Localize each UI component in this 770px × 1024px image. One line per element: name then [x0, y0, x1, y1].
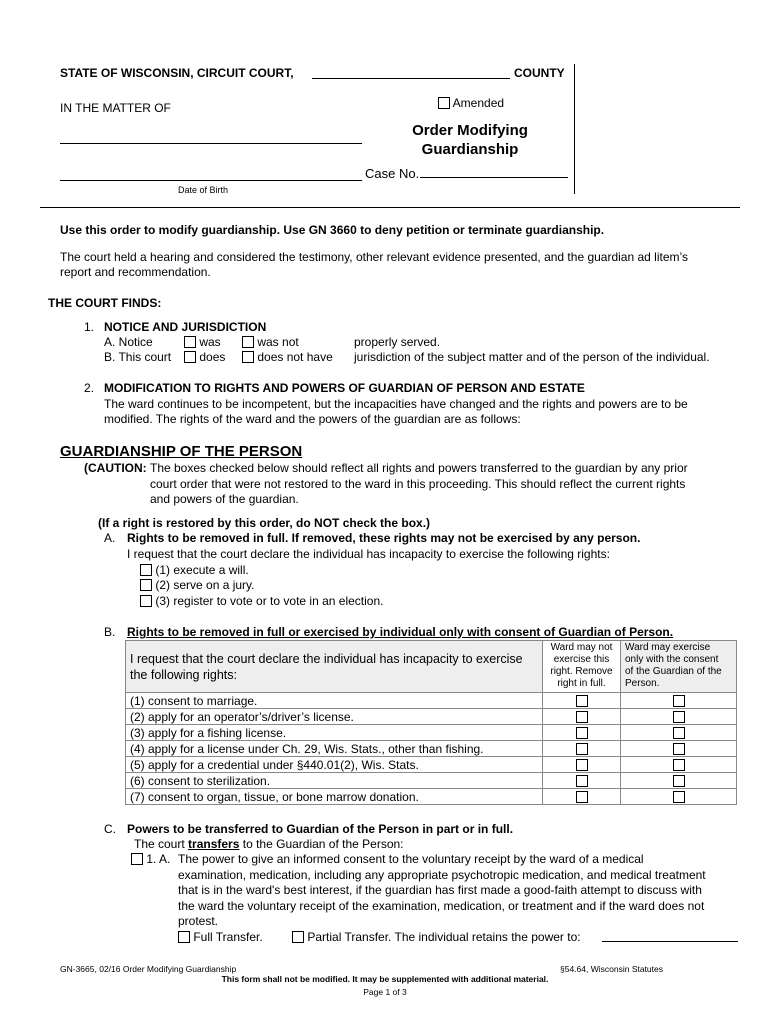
subsection-c-letter: C.: [104, 822, 116, 836]
section1-number: 1.: [84, 320, 95, 334]
intro-line1: The court held a hearing and considered the testimony, other relevant evidence presented, and the guardian ad litem’s: [60, 250, 688, 264]
right-sterilization-consent-checkbox[interactable]: [673, 775, 685, 787]
power-1a-line3: that is in the ward's best interest, if the guardian has first made a good-faith attempt to discuss with: [178, 883, 702, 897]
table-row: [126, 757, 737, 773]
caution-line2: court order that were not restored to the ward in this proceeding. This should reflect the current rights: [150, 477, 686, 491]
notice-label: A. Notice: [104, 335, 153, 349]
section1-title: NOTICE AND JURISDICTION: [104, 320, 267, 334]
jurisdiction-does-not-checkbox[interactable]: [242, 351, 254, 363]
right-fishing-license-consent-checkbox[interactable]: [673, 727, 685, 739]
partial-transfer-checkbox[interactable]: [292, 931, 304, 943]
right-drivers-license-label: (2) apply for an operator’s/driver’s license.: [126, 709, 543, 725]
right-drivers-license-remove-checkbox[interactable]: [576, 711, 588, 723]
subsection-a-title: Rights to be removed in full. If removed, these rights may not be exercised by any person.: [127, 531, 641, 545]
right-ch29-license-consent-checkbox[interactable]: [673, 743, 685, 755]
power-1a-text: [178, 852, 706, 930]
right-credential-label: (5) apply for a credential under §440.01(2), Wis. Stats.: [126, 757, 543, 773]
col1-line3: right. Remove: [550, 666, 613, 677]
caution-line1: The boxes checked below should reflect all rights and powers transferred to the guardian by any prior: [150, 461, 688, 475]
guardianship-heading: GUARDIANSHIP OF THE PERSON: [60, 443, 303, 460]
intro-paragraph: [60, 250, 688, 280]
power-1a-line1: The power to give an informed consent to the voluntary receipt by the ward of a medical: [178, 852, 644, 866]
right-organ-donation-remove-checkbox[interactable]: [576, 791, 588, 803]
section2-number: 2.: [84, 381, 95, 395]
restored-note: (If a right is restored by this order, do NOT check the box.): [98, 516, 431, 530]
rights-table-request: [126, 641, 543, 693]
right-serve-jury[interactable]: [140, 578, 255, 592]
notice-was-not-option[interactable]: [242, 335, 299, 349]
right-marriage-label: (1) consent to marriage.: [126, 693, 543, 709]
table-row: [126, 741, 737, 757]
right-organ-donation-consent-checkbox[interactable]: [673, 791, 685, 803]
section2-paragraph: [104, 397, 688, 427]
right-execute-will[interactable]: [140, 563, 249, 577]
form-id: GN-3665, 02/16 Order Modifying Guardianship: [60, 964, 237, 974]
right-vote-checkbox[interactable]: [140, 595, 152, 607]
c-transfers-text: transfers: [188, 837, 240, 851]
right-fishing-license-label: (3) apply for a fishing license.: [126, 725, 543, 741]
right-credential-consent-checkbox[interactable]: [673, 759, 685, 771]
b-request-line2: the following rights:: [130, 667, 238, 682]
power-1a-option[interactable]: [131, 852, 170, 866]
ward-name-field[interactable]: [60, 131, 362, 144]
statute-reference: §54.64, Wisconsin Statutes: [560, 964, 664, 974]
subsection-b-title: Rights to be removed in full or exercised by individual only with consent of Guardian of Person.: [127, 625, 674, 639]
header-divider: [574, 64, 575, 194]
table-row: [126, 693, 737, 709]
table-row: [126, 789, 737, 805]
col1-line1: Ward may not: [550, 642, 613, 653]
full-transfer-checkbox[interactable]: [178, 931, 190, 943]
notice-was-not-label: was not: [257, 335, 299, 349]
rights-table: [125, 640, 737, 805]
right-fishing-license-remove-checkbox[interactable]: [576, 727, 588, 739]
col-remove-in-full-header: [543, 641, 621, 693]
right-credential-remove-checkbox[interactable]: [576, 759, 588, 771]
power-1a-label: 1. A.: [146, 852, 171, 866]
right-serve-jury-checkbox[interactable]: [140, 579, 152, 591]
notice-result: properly served.: [354, 335, 441, 349]
court-finds-heading: THE COURT FINDS:: [48, 296, 162, 310]
caution-continued: [150, 477, 685, 507]
in-the-matter-of-label: IN THE MATTER OF: [60, 101, 171, 115]
col2-line2: only with the consent: [625, 654, 719, 665]
caution-line3: and powers of the guardian.: [150, 492, 299, 506]
right-ch29-license-remove-checkbox[interactable]: [576, 743, 588, 755]
caution-label: (CAUTION:: [84, 461, 147, 475]
intro-line2: report and recommendation.: [60, 265, 211, 279]
jurisdiction-label: B. This court: [104, 350, 172, 364]
state-court-label: STATE OF WISCONSIN, CIRCUIT COURT,: [60, 66, 294, 80]
subsection-a-letter: A.: [104, 531, 116, 545]
col2-line1: Ward may exercise: [625, 642, 711, 653]
county-name-field[interactable]: [312, 66, 510, 79]
partial-transfer-label: Partial Transfer. The individual retains the power to:: [307, 930, 581, 944]
case-no-field[interactable]: [420, 165, 568, 178]
power-1a-line5: protest.: [178, 914, 219, 928]
b-request-line1: I request that the court declare the individual has incapacity to exercise: [130, 651, 523, 666]
right-execute-will-label: (1) execute a will.: [155, 563, 249, 577]
col1-line2: exercise this: [553, 654, 610, 665]
instruction-text: Use this order to modify guardianship. Use GN 3660 to deny petition or terminate guardianship.: [60, 223, 605, 237]
right-ch29-license-label: (4) apply for a license under Ch. 29, Wis. Stats., other than fishing.: [126, 741, 543, 757]
section2-line2: modified. The rights of the ward and the powers of the guardian are as follows:: [104, 412, 521, 426]
power-1a-checkbox[interactable]: [131, 853, 143, 865]
right-sterilization-label: (6) consent to sterilization.: [126, 773, 543, 789]
col2-line3: of the Guardian of the: [625, 666, 722, 677]
amended-checkbox[interactable]: [438, 97, 450, 109]
jurisdiction-does-checkbox[interactable]: [184, 351, 196, 363]
c-court-text: The court: [134, 837, 185, 851]
subsection-c-title: Powers to be transferred to Guardian of the Person in part or in full.: [127, 822, 514, 836]
section2-line1: The ward continues to be incompetent, but the incapacities have changed and the rights and powers are to be: [104, 397, 688, 411]
power-1a-line4: the ward the voluntary receipt of the examination, medication, or treatment and if the ward does not: [178, 898, 705, 913]
col2-line4: Person.: [625, 678, 660, 689]
subsection-a-request: I request that the court declare the individual has incapacity to exercise the following rights:: [127, 547, 610, 561]
partial-transfer-option[interactable]: [292, 930, 581, 944]
rights-table-header: [126, 641, 737, 693]
notice-was-checkbox[interactable]: [184, 336, 196, 348]
jurisdiction-result: jurisdiction of the subject matter and of the person of the individual.: [354, 350, 710, 364]
table-row: [126, 725, 737, 741]
col1-line4: right in full.: [557, 678, 606, 689]
county-label: COUNTY: [514, 66, 565, 80]
partial-transfer-retains-field[interactable]: [602, 929, 738, 942]
right-marriage-consent-checkbox[interactable]: [673, 695, 685, 707]
jurisdiction-does-label: does: [199, 350, 226, 364]
notice-was-option[interactable]: [184, 335, 221, 349]
table-row: [126, 709, 737, 725]
full-transfer-label: Full Transfer.: [193, 930, 263, 944]
amended-label: Amended: [452, 96, 505, 110]
form-notice: This form shall not be modified. It may be supplemented with additional material.: [221, 974, 549, 984]
notice-was-label: was: [199, 335, 221, 349]
jurisdiction-does-option[interactable]: [184, 350, 225, 364]
notice-was-not-checkbox[interactable]: [242, 336, 254, 348]
jurisdiction-does-not-option[interactable]: [242, 350, 333, 364]
right-vote[interactable]: [140, 594, 383, 608]
right-sterilization-remove-checkbox[interactable]: [576, 775, 588, 787]
table-row: [126, 773, 737, 789]
right-marriage-remove-checkbox[interactable]: [576, 695, 588, 707]
right-serve-jury-label: (2) serve on a jury.: [155, 578, 255, 592]
right-organ-donation-label: (7) consent to organ, tissue, or bone marrow donation.: [126, 789, 543, 805]
section2-title: MODIFICATION TO RIGHTS AND POWERS OF GUARDIAN OF PERSON AND ESTATE: [104, 381, 585, 395]
right-drivers-license-consent-checkbox[interactable]: [673, 711, 685, 723]
court-transfers-line: [134, 837, 404, 851]
page-title-line1: Order Modifying: [412, 122, 528, 139]
full-transfer-option[interactable]: [178, 930, 263, 944]
power-1a-line2: examination, medication, including any appropriate psychotropic medication, and medical treatment: [178, 867, 706, 882]
c-rest-text: to the Guardian of the Person:: [242, 837, 404, 851]
date-of-birth-label: Date of Birth: [178, 185, 229, 195]
date-of-birth-field[interactable]: [60, 168, 362, 181]
jurisdiction-does-not-label: does not have: [257, 350, 333, 364]
page-title-line2: Guardianship: [421, 141, 519, 158]
amended-option[interactable]: [438, 96, 504, 110]
subsection-b-letter: B.: [104, 625, 116, 639]
page-number: Page 1 of 3: [363, 987, 407, 997]
page-title: [390, 121, 550, 159]
col-with-consent-header: [621, 641, 737, 693]
header-bottom-rule: [40, 207, 740, 208]
right-vote-label: (3) register to vote or to vote in an election.: [155, 594, 384, 608]
case-no-label: Case No.: [365, 166, 420, 181]
right-execute-will-checkbox[interactable]: [140, 564, 152, 576]
